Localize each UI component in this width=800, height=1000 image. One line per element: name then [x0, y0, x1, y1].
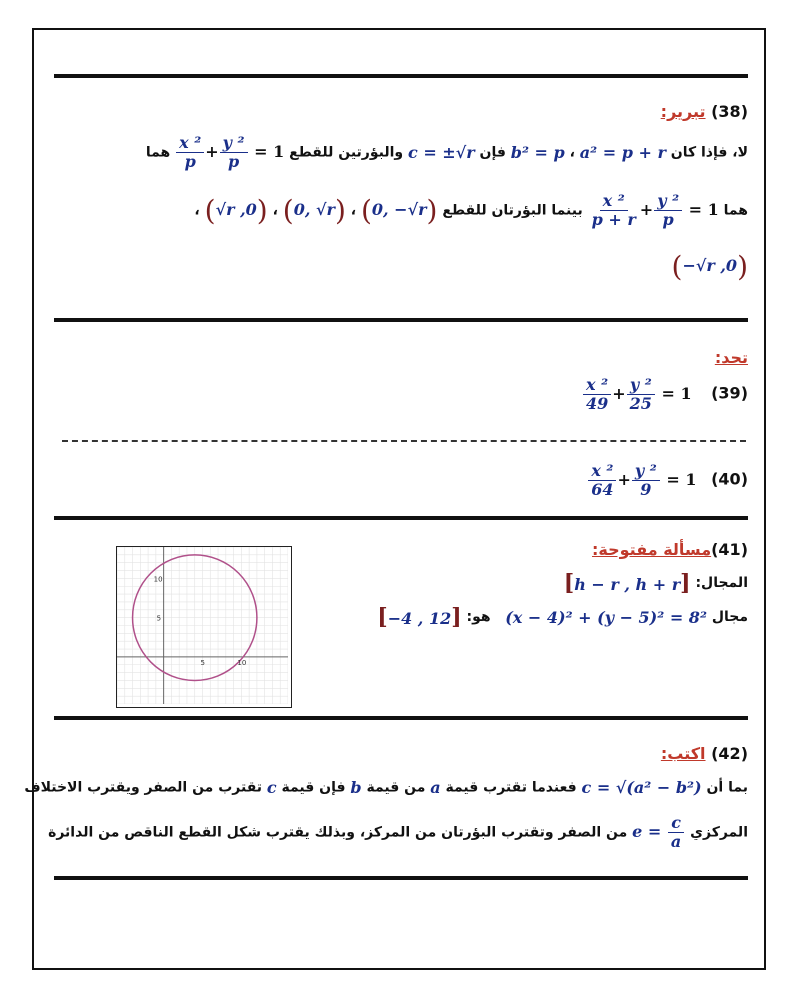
- q38-point2: (0, √r): [282, 194, 346, 227]
- q39-xden: 49: [585, 394, 609, 413]
- q40-equation: $\frac{\text{x ²}}{64}$ + $\frac{\text{y ²}}{9}$ = 1: [587, 462, 696, 499]
- q38-sep3: ،: [194, 202, 200, 219]
- q41-domain: [564, 570, 748, 596]
- q40: [587, 462, 748, 499]
- q42-label: اكتب:: [660, 744, 706, 763]
- tick-x5: 5: [200, 658, 205, 667]
- q42-frac-num: c: [668, 814, 684, 833]
- q38-pt2: 0, √r: [293, 200, 335, 219]
- dashed-separator: [62, 440, 746, 442]
- tick-y5: 5: [156, 614, 162, 623]
- q38-eq2-xnum: x ²: [600, 192, 628, 211]
- q38-l1-cond2: b² = p: [510, 143, 565, 162]
- q41-example-is: هو:: [466, 609, 491, 625]
- q38-l1-pre: لا، فإذا كان: [665, 144, 748, 161]
- q42-line1: [24, 778, 748, 797]
- q41-domain-label: المجال:: [695, 575, 748, 591]
- challenge-label: تحد:: [714, 348, 748, 367]
- q42-l1-post: تقترب من الصفر ويقترب الاختلاف: [24, 779, 263, 796]
- q38-point1: (0, −√r): [360, 194, 438, 227]
- q38-number: (38): [711, 102, 748, 121]
- q38-point3: (√r ,0): [204, 194, 268, 227]
- q39-ynum: y ²: [627, 376, 655, 395]
- q42-line2: [48, 814, 748, 851]
- q42-var-a: a: [430, 778, 441, 797]
- q41-example-eq: (x − 4)² + (y − 5)² = 8²: [505, 607, 707, 627]
- q42-l2-post: من الصفر وتقترب البؤرتان من المركز، وبذلك يقترب شكل القطع الناقص من الدائرة: [48, 824, 628, 841]
- q42-l1-eq: c = √(a² − b²): [581, 778, 702, 797]
- q39-yden: 25: [629, 394, 652, 413]
- q38-l1-mid: فإن: [474, 144, 506, 161]
- q41-example-label: مجال: [711, 609, 748, 625]
- q41-example: [377, 604, 748, 630]
- q39-number: (39): [711, 383, 748, 403]
- q40-number: (40): [711, 469, 748, 489]
- q38-line3: [672, 250, 749, 283]
- q38-eq1-yden: p: [228, 152, 240, 171]
- q38-label: تبرير:: [660, 102, 706, 121]
- rule-after-41: [54, 716, 748, 720]
- q38-sep1: ،: [345, 202, 357, 219]
- q39-equation: $\frac{\text{x ²}}{49}$ + $\frac{\text{y ²}}{25}$ = 1: [582, 376, 692, 413]
- q42-l2-pre: المركزي: [685, 824, 748, 841]
- q38-eq1-ynum: y ²: [220, 134, 248, 153]
- q40-rhs: = 1: [666, 470, 697, 489]
- q41-header: [592, 540, 748, 559]
- q38-header: [661, 102, 748, 121]
- q42-header: [661, 744, 748, 763]
- graph-svg: [117, 547, 288, 704]
- q39: [582, 376, 748, 413]
- q38-l1-c: c = ±√r: [408, 143, 475, 162]
- q38-line2: [194, 192, 748, 229]
- challenge-header: [715, 348, 748, 367]
- q42-var-b: b: [350, 778, 362, 797]
- q38-l2-end: هما: [718, 202, 748, 219]
- q38-l1-sep: ،: [564, 144, 575, 161]
- q39-rhs: = 1: [661, 384, 692, 403]
- q38-l1-post: والبؤرتين للقطع: [284, 144, 404, 161]
- q42-l1-pre: بما أن: [701, 779, 748, 796]
- top-rule: [54, 74, 748, 78]
- q38-l1-end: هما: [145, 144, 171, 161]
- rule-after-40: [54, 516, 748, 520]
- q38-sep2: ،: [267, 202, 278, 219]
- q38-l1-cond1: a² = p + r: [579, 143, 666, 162]
- q42-number: (42): [711, 744, 748, 763]
- q42-l1-a: فعندما تقترب قيمة: [440, 779, 577, 796]
- q42-eccentricity: [632, 814, 685, 851]
- q38-eq1-xden: p: [184, 152, 196, 171]
- q38-eq2-rhs: = 1: [688, 200, 719, 219]
- tick-x10: 10: [237, 658, 247, 667]
- q40-yden: 9: [640, 480, 652, 499]
- q41-example-range: [−4 , 12]: [377, 604, 462, 630]
- q41-domain-expr: [h − r , h + r]: [563, 570, 691, 596]
- q38-pt4: −√r ,0: [682, 256, 738, 275]
- q38-pt1: 0, −√r: [371, 200, 427, 219]
- q38-eq1-xnum: x ²: [176, 134, 204, 153]
- q42-var-c: c: [266, 778, 277, 797]
- rule-after-38: [54, 318, 748, 322]
- q38-eq2-ynum: y ²: [654, 192, 682, 211]
- q42-l1-c: فإن قيمة: [276, 779, 346, 796]
- q42-frac-den: a: [670, 832, 682, 851]
- q41-range-text: −4 , 12: [387, 609, 452, 628]
- q41-label: مسألة مفتوحة:: [592, 540, 712, 559]
- q40-ynum: y ²: [632, 462, 660, 481]
- circle-graph: [116, 546, 292, 708]
- q38-line1: [146, 134, 748, 171]
- q38-eq2-yden: p: [662, 210, 674, 229]
- tick-y10: 10: [153, 575, 163, 584]
- q38-eq2-xden: p + r: [591, 210, 636, 229]
- q38-pt3: √r ,0: [215, 200, 257, 219]
- bottom-rule: [54, 876, 748, 880]
- q38-eq1-rhs: = 1: [254, 142, 285, 161]
- q41-domain-text: h − r , h + r: [574, 575, 681, 594]
- q38-eq2: $\frac{\text{x ²}}{p + r}$ + $\frac{\text{y ²}}{p}$ = 1: [588, 192, 719, 229]
- q42-e: e =: [632, 822, 662, 841]
- q38-point4: (−√r ,0): [671, 250, 748, 283]
- q39-xnum: x ²: [583, 376, 611, 395]
- q38-eq1: $\frac{\text{x ²}}{p}$ + $\frac{\text{y ²}}{p}$ = 1: [175, 134, 284, 171]
- q40-xden: 64: [591, 480, 614, 499]
- q38-l2-mid: بينما البؤرتان للقطع: [437, 202, 583, 219]
- q42-l1-b: من قيمة: [361, 779, 426, 796]
- q40-xnum: x ²: [588, 462, 616, 481]
- q41-number: (41): [711, 540, 748, 559]
